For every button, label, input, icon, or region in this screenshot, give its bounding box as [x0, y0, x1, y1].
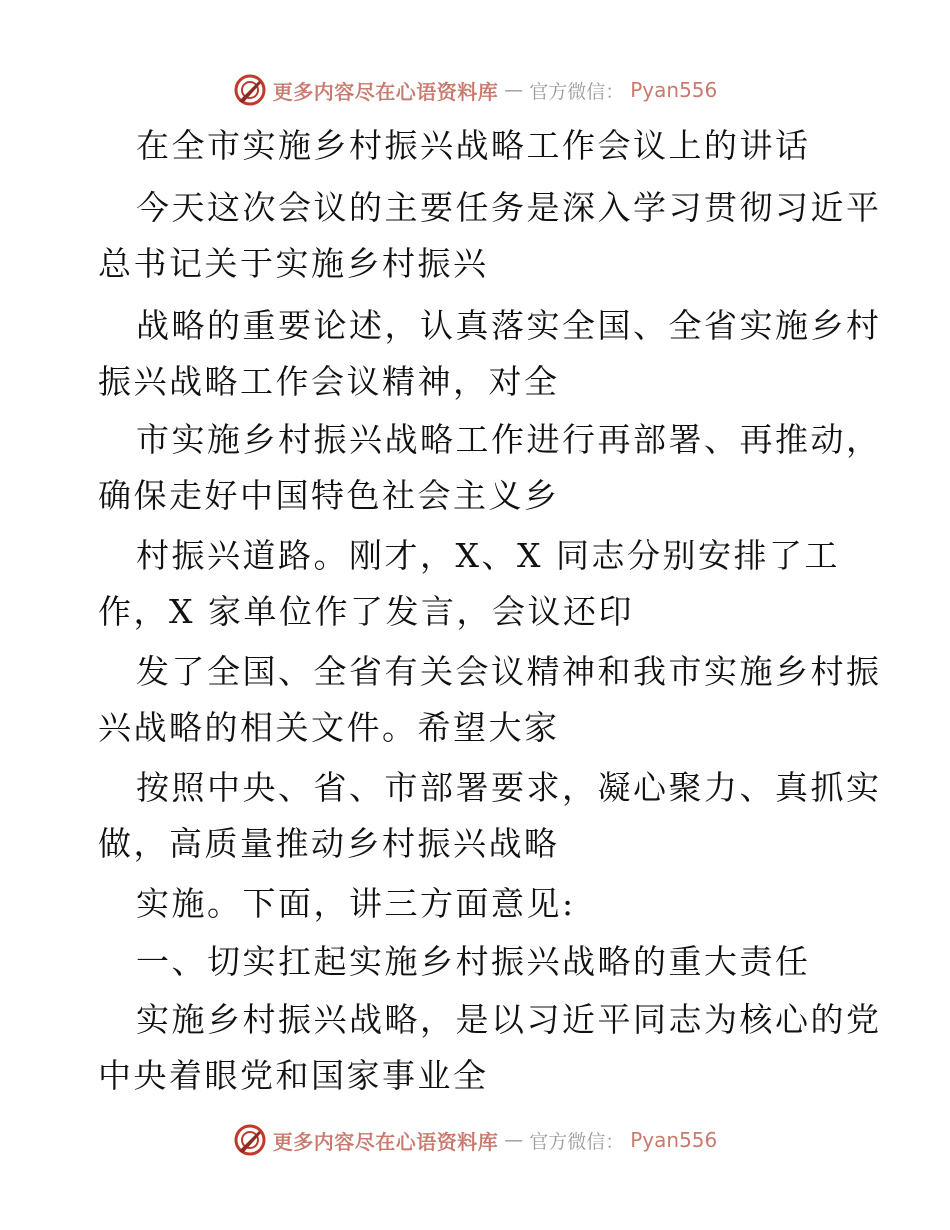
watermark-official-label: 官方微信： [529, 80, 625, 103]
paragraph-line: 按照中央、省、市部署要求，凝心聚力、真抓实 [136, 768, 882, 807]
paragraph-line: 战略的重要论述，认真落实全国、全省实施乡村 [136, 306, 882, 345]
watermark-separator: — [504, 79, 524, 101]
watermark-wechat-id: Pyan556 [630, 1128, 718, 1152]
paragraph-line: 做，高质量推动乡村振兴战略 [98, 824, 560, 863]
watermark-brand-text: 更多内容尽在心语资料库 [272, 79, 499, 104]
document-title: 在全市实施乡村振兴战略工作会议上的讲话 [136, 126, 811, 165]
paragraph-line: 确保走好中国特色社会主义乡 [98, 476, 560, 515]
paragraph-line: 实施乡村振兴战略，是以习近平同志为核心的党 [136, 1000, 882, 1039]
paragraph-line: 振兴战略工作会议精神，对全 [98, 362, 560, 401]
header-watermark [0, 70, 950, 110]
paragraph-line: 兴战略的相关文件。希望大家 [98, 708, 560, 747]
watermark-brand-text: 更多内容尽在心语资料库 [272, 1129, 499, 1154]
watermark-official-label: 官方微信： [529, 1130, 625, 1153]
watermark-wechat-id: Pyan556 [630, 78, 718, 102]
quill-seal-icon [233, 73, 267, 107]
paragraph-line: 总书记关于实施乡村振兴 [98, 244, 489, 283]
quill-seal-icon [233, 1123, 267, 1157]
footer-watermark [0, 1120, 950, 1160]
paragraph-line: 作，X 家单位作了发言，会议还印 [98, 592, 634, 631]
paragraph-line: 发了全国、全省有关会议精神和我市实施乡村振 [136, 652, 882, 691]
section-heading: 一、切实扛起实施乡村振兴战略的重大责任 [136, 942, 811, 981]
paragraph-line: 村振兴道路。刚才，X、X 同志分别安排了工 [136, 536, 840, 575]
paragraph-line: 中央着眼党和国家事业全 [98, 1056, 489, 1095]
paragraph-line: 市实施乡村振兴战略工作进行再部署、再推动， [136, 420, 882, 459]
paragraph-line: 今天这次会议的主要任务是深入学习贯彻习近平 [136, 188, 882, 227]
watermark-separator: — [504, 1129, 524, 1151]
paragraph-line: 实施。下面，讲三方面意见: [136, 884, 576, 923]
